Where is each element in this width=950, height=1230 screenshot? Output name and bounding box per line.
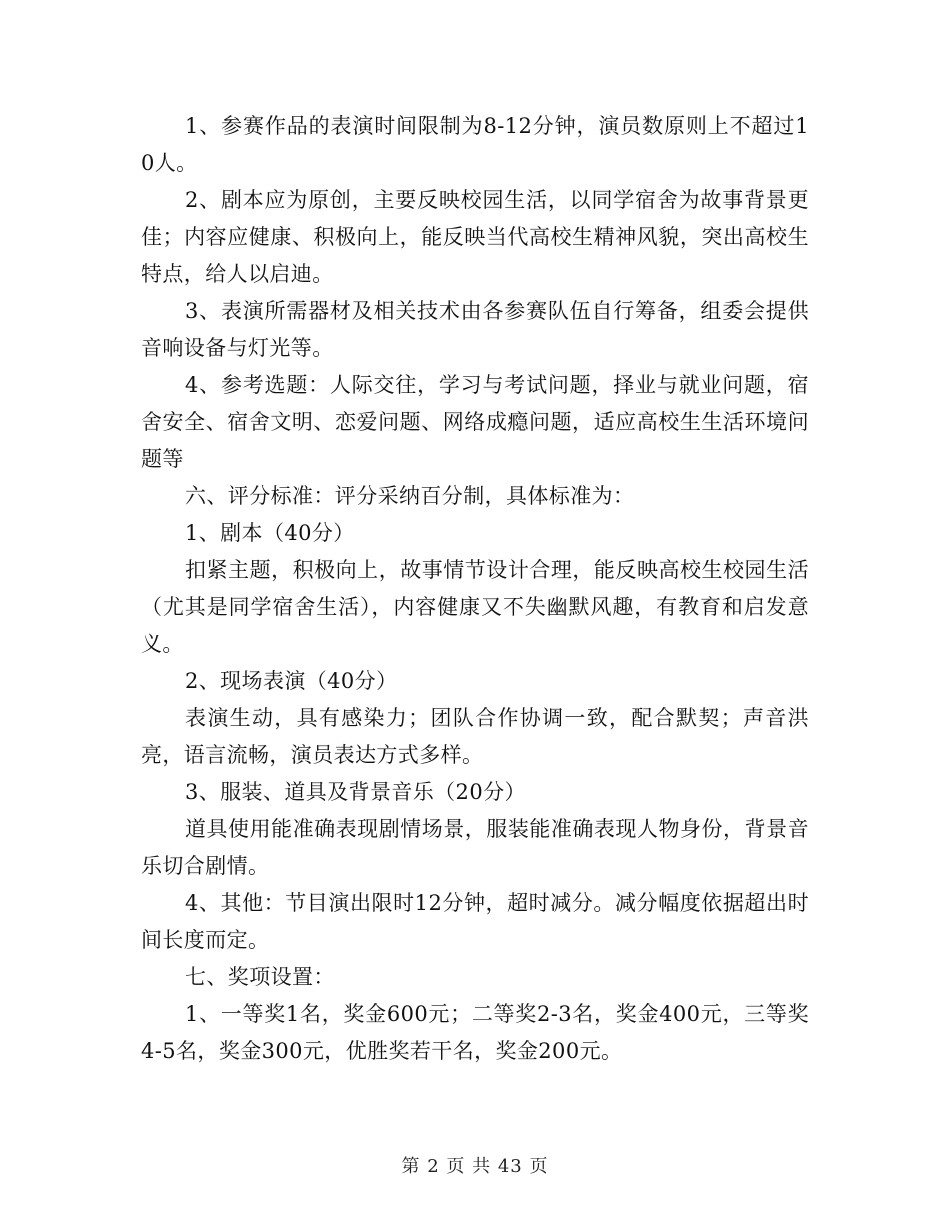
scoring-item-other: 4、其他：节目演出限时12分钟，超时减分。减分幅度依据超出时间长度而定。 bbox=[141, 891, 809, 952]
scoring-item-costume-desc: 道具使用能准确表现剧情场景，服装能准确表现人物身份，背景音乐切合剧情。 bbox=[141, 817, 809, 878]
paragraph-rule-1: 1、参赛作品的表演时间限制为8-12分钟，演员数原则上不超过10人。 bbox=[141, 114, 809, 175]
awards-item-1: 1、一等奖1名，奖金600元；二等奖2-3名，奖金400元，三等奖4-5名，奖金300元，优胜奖若干名，奖金200元。 bbox=[141, 1002, 809, 1063]
scoring-item-script-title: 1、剧本（40分） bbox=[185, 521, 355, 545]
paragraph-rule-3: 3、表演所需器材及相关技术由各参赛队伍自行筹备，组委会提供音响设备与灯光等。 bbox=[141, 299, 809, 360]
section-heading-awards: 七、奖项设置： bbox=[185, 965, 335, 989]
scoring-item-performance-desc: 表演生动，具有感染力；团队合作协调一致，配合默契；声音洪亮，语言流畅，演员表达方式多样。 bbox=[141, 706, 809, 767]
document-body bbox=[141, 108, 809, 1070]
scoring-item-performance-title: 2、现场表演（40分） bbox=[185, 669, 398, 693]
scoring-item-costume-title: 3、服装、道具及背景音乐（20分） bbox=[185, 780, 526, 804]
page-number-footer: 第 2 页 共 43 页 bbox=[401, 1156, 549, 1177]
paragraph-rule-2: 2、剧本应为原创，主要反映校园生活，以同学宿舍为故事背景更佳；内容应健康、积极向上，能反映当代高校生精神风貌，突出高校生特点，给人以启迪。 bbox=[141, 188, 809, 286]
section-heading-scoring: 六、评分标准：评分采纳百分制，具体标准为： bbox=[185, 484, 635, 508]
paragraph-rule-4: 4、参考选题：人际交往，学习与考试问题，择业与就业问题，宿舍安全、宿舍文明、恋爱问题、网络成瘾问题，适应高校生生活环境问题等 bbox=[141, 373, 809, 471]
scoring-item-script-desc: 扣紧主题，积极向上，故事情节设计合理，能反映高校生校园生活（尤其是同学宿舍生活），内容健康又不失幽默风趣，有教育和启发意义。 bbox=[141, 558, 809, 656]
